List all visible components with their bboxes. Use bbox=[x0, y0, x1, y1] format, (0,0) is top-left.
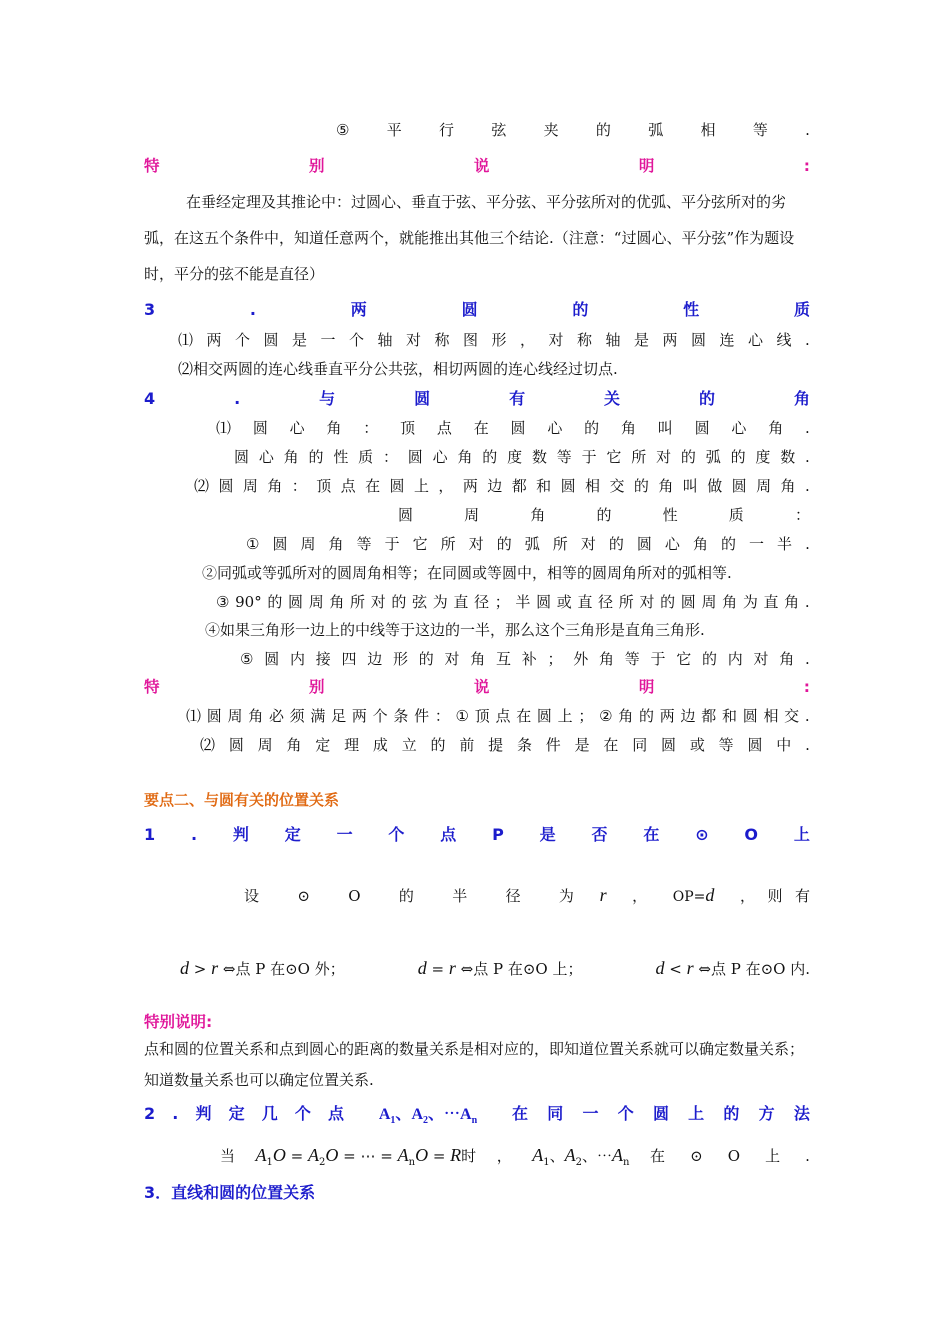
two-circles-property-2: ⑵相交两圆的连心线垂直平分公共弦，相切两圆的连心线经过切点. bbox=[178, 360, 618, 378]
special-note-3-paragraph: 点和圆的位置关系和点到圆心的距离的数量关系是相对应的，即知道位置关系就可以确定数量关系；知道数量关系也可以确定位置关系. bbox=[144, 1040, 805, 1089]
inscribed-angle-property-5: ⑤ 圆 内 接 四 边 形 的 对 角 互 补 ； 外 角 等 于 它 的 内 对 角 . bbox=[240, 650, 810, 668]
inscribed-angle-properties-title: 圆 周 角 的 性 质 ： bbox=[398, 506, 810, 524]
concyclic-condition-line: 当 $A_1O = A_2O$ = ⋯ = $A_nO = R$时 ， $A_1$、$A_2$、$\cdots A_n$ 在 ⊙ O 上 . bbox=[220, 1145, 810, 1173]
relation-outside: d > r ⇔点 P 在⊙O 外； bbox=[180, 958, 345, 978]
inscribed-angle-property-3: ③ 90° 的 圆 周 角 所 对 的 弦 为 直 径 ； 半 圆 或 直 径 所 对 的 圆 周 角 为 直 角 . bbox=[216, 593, 810, 611]
heading-two-circles-properties: 3 . 两 圆 的 性 质 bbox=[144, 300, 810, 319]
special-note-2-item-2: ⑵ 圆 周 角 定 理 成 立 的 前 提 条 件 是 在 同 圆 或 等 圆 中 . bbox=[200, 736, 810, 754]
special-note-label-3: 特别说明: bbox=[144, 1013, 213, 1031]
inscribed-angle-property-1: ① 圆 周 角 等 于 它 所 对 的 弧 所 对 的 圆 心 角 的 一 半 . bbox=[246, 535, 810, 553]
point-circle-relations bbox=[180, 958, 810, 979]
relation-inside: d < r ⇔点 P 在⊙O 内. bbox=[655, 958, 810, 978]
inscribed-angle-definition: ⑵ 圆 周 角 ： 顶 点 在 圆 上 ， 两 边 都 和 圆 相 交 的 角 叫 做 圆 周 角 . bbox=[194, 477, 810, 495]
inscribed-angle-property-4: ④如果三角形一边上的中线等于这边的一半，那么这个三角形是直角三角形. bbox=[205, 621, 705, 639]
equal-distances-formula: $A_1O = A_2O$ = ⋯ = $A_nO = R$时 bbox=[255, 1145, 477, 1168]
central-angle-definition: ⑴ 圆 心 角 ： 顶 点 在 圆 心 的 角 叫 圆 心 角 . bbox=[216, 419, 810, 437]
two-circles-property-1: ⑴ 两 个 圆 是 一 个 轴 对 称 图 形 ， 对 称 轴 是 两 圆 连 心 线 . bbox=[178, 331, 810, 349]
points-list: $A_1$、$A_2$、$\cdots A_n$ bbox=[378, 1106, 478, 1127]
heading-concyclic-points: 2 . 判 定 几 个 点 $A_1$、$A_2$、$\cdots A_n$ 在 同 一 个 圆 上 的 方 法 bbox=[144, 1104, 810, 1131]
heading-line-circle-relations: 3．直线和圆的位置关系 bbox=[144, 1183, 316, 1202]
heading-point-on-circle: 1 . 判 定 一 个 点 P 是 否 在 ⊙ O 上 bbox=[144, 825, 810, 844]
radius-setup-line: 设 ⊙ O 的 半 径 为 r ， OP=d ， 则 有 bbox=[244, 885, 810, 905]
heading-circle-angles: 4 . 与 圆 有 关 的 角 bbox=[144, 389, 810, 408]
central-angle-property: 圆 心 角 的 性 质 ： 圆 心 角 的 度 数 等 于 它 所 对 的 弧 的 度 数 . bbox=[234, 448, 810, 466]
special-note-label: 特 别 说 明 : bbox=[144, 157, 810, 175]
special-note-2-item-1: ⑴ 圆 周 角 必 须 满 足 两 个 条 件 ： ① 顶 点 在 圆 上 ； ② 角 的 两 边 都 和 圆 相 交 . bbox=[186, 707, 810, 725]
points-list-2: $A_1$、$A_2$、$\cdots A_n$ bbox=[532, 1145, 630, 1168]
special-note-paragraph: 在垂经定理及其推论中：过圆心、垂直于弦、平分弦、平分弦所对的优弧、平分弦所对的劣弧，在这五个条件中，知道任意两个，就能推出其他三个结论.（注意：“过圆心、平分弦”作为题设时，平分的弦不能是直径） bbox=[144, 193, 795, 283]
parallel-chords-line: ⑤ 平 行 弦 夹 的 弧 相 等 . bbox=[336, 121, 810, 139]
relation-on: d = r ⇔点 P 在⊙O 上； bbox=[417, 958, 583, 978]
section-heading-position-relations: 要点二、与圆有关的位置关系 bbox=[144, 791, 340, 809]
special-note-label-2: 特 别 说 明 : bbox=[144, 678, 810, 696]
inscribed-angle-property-2: ②同弧或等弧所对的圆周角相等；在同圆或等圆中，相等的圆周角所对的弧相等. bbox=[202, 564, 732, 582]
